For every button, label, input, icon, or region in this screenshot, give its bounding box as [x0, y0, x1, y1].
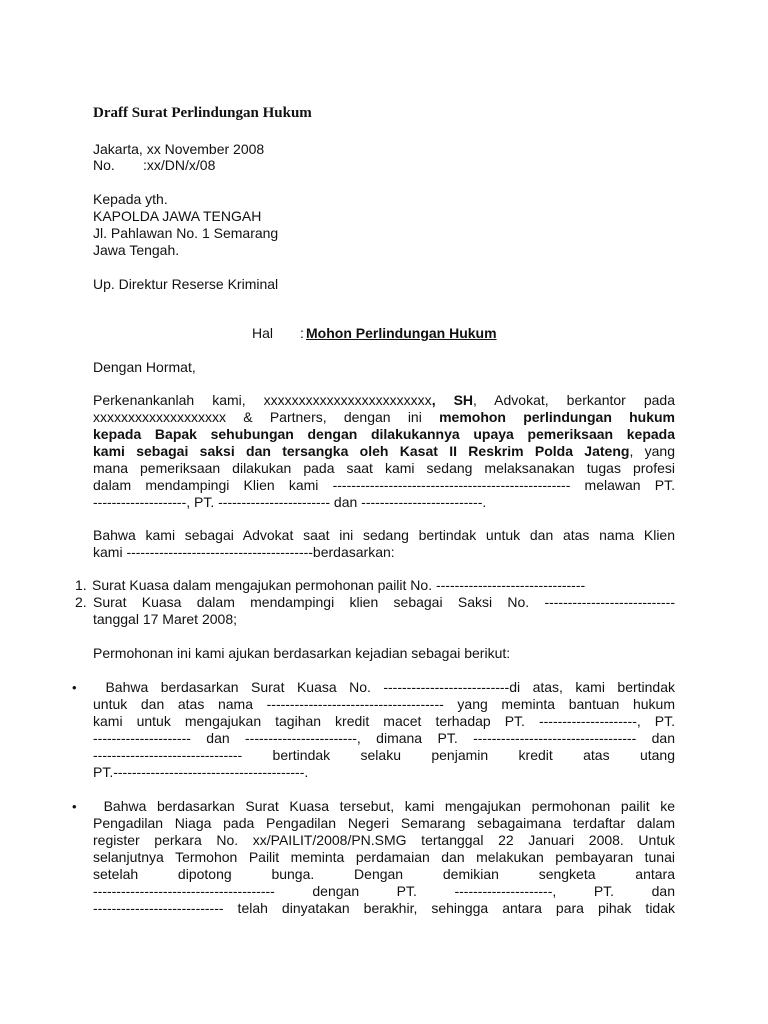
bullet-1-line: --------------------- dan ------------------------, dimana PT. ----------------------------------- dan — [93, 730, 675, 746]
letter-number-label: No. — [93, 157, 115, 173]
bullet-2-line: setelah dipotong bunga. Dengan demikian sengketa antara — [93, 866, 675, 882]
document-title: Draff Surat Perlindungan Hukum — [93, 105, 312, 121]
list-number: 2. — [75, 594, 87, 610]
list-item: Surat Kuasa dalam mendampingi klien sebagai Saksi No. ---------------------------- — [93, 594, 675, 610]
recipient-street: Jl. Pahlawan No. 1 Semarang — [93, 225, 279, 241]
bullet-2-line: ---------------------------- telah dinyatakan berakhir, sehingga antara para pihak tidak — [93, 900, 675, 916]
paragraph-1-line: mana pemeriksaan dilakukan pada saat kami sedang melaksanakan tugas profesi — [93, 460, 675, 476]
paragraph-1-line: kami sebagai saksi dan tersangka oleh Kasat II Reskrim Polda Jateng, yang — [93, 443, 675, 459]
recipient-name: KAPOLDA JAWA TENGAH — [93, 208, 262, 224]
paragraph-1-line: --------------------, PT. ------------------------ dan --------------------------. — [93, 494, 487, 510]
bullet-2-line: register perkara No. xx/PAILIT/2008/PN.SMG tertanggal 22 Januari 2008. Untuk — [93, 832, 675, 848]
paragraph-2-line: Bahwa kami sebagai Advokat saat ini sedang bertindak untuk dan atas nama Klien — [93, 527, 675, 543]
bullet-2-line: Bahwa berdasarkan Surat Kuasa tersebut, kami mengajukan permohonan pailit ke — [103, 798, 675, 814]
list-item: tanggal 17 Maret 2008; — [93, 611, 237, 627]
bullet-icon: • — [72, 680, 77, 695]
paragraph-1-line: xxxxxxxxxxxxxxxxxxx & Partners, dengan ini memohon perlindungan hukum — [93, 409, 675, 425]
recipient-region: Jawa Tengah. — [93, 242, 180, 258]
subject-colon: : — [300, 325, 304, 341]
bullet-1-line: PT.-----------------------------------------. — [93, 764, 309, 780]
paragraph-2-line: kami ----------------------------------------berdasarkan: — [93, 544, 395, 560]
subject-label: Hal — [252, 325, 274, 341]
list-number: 1. — [75, 577, 87, 593]
list-item: Surat Kuasa dalam mengajukan permohonan pailit No. -------------------------------- — [92, 577, 586, 593]
bullet-2-line: --------------------------------------- dengan PT. ---------------------, PT. dan — [93, 883, 675, 899]
subject-value: Mohon Perlindungan Hukum — [306, 325, 497, 341]
bullet-1-line: Bahwa berdasarkan Surat Kuasa No. ---------------------------di atas, kami bertindak — [105, 679, 675, 695]
recipient-salutation: Kepada yth. — [93, 191, 168, 207]
bullet-1-line: untuk dan atas nama -------------------------------------- yang meminta bantuan hukum — [93, 696, 675, 712]
greeting: Dengan Hormat, — [93, 359, 196, 375]
paragraph-1-line: kepada Bapak sehubungan dengan dilakukannya upaya pemeriksaan kepada — [93, 426, 675, 442]
letter-date: Jakarta, xx November 2008 — [93, 141, 265, 157]
bullet-2-line: Pengadilan Niaga pada Pengadilan Negeri Semarang sebagaimana terdaftar dalam — [93, 815, 675, 831]
paragraph-1-line: Perkenankanlah kami, xxxxxxxxxxxxxxxxxxxxxxxx, SH, Advokat, berkantor pada — [93, 392, 675, 408]
bullet-1-line: kami untuk mengajukan tagihan kredit macet terhadap PT. ---------------------, PT. — [93, 713, 675, 729]
bullet-1-line: -------------------------------- bertindak selaku penjamin kredit atas utang — [93, 747, 675, 763]
letter-number: :xx/DN/x/08 — [143, 157, 216, 173]
bullet-2-line: selanjutnya Termohon Pailit meminta perdamaian dan melakukan pembayaran tunai — [93, 849, 675, 865]
recipient-attention: Up. Direktur Reserse Kriminal — [93, 276, 279, 292]
paragraph-3: Permohonan ini kami ajukan berdasarkan kejadian sebagai berikut: — [93, 645, 511, 661]
bullet-icon: • — [72, 799, 77, 814]
paragraph-1-line: dalam mendampingi Klien kami --------------------------------------------------- melawan PT. — [93, 477, 675, 493]
